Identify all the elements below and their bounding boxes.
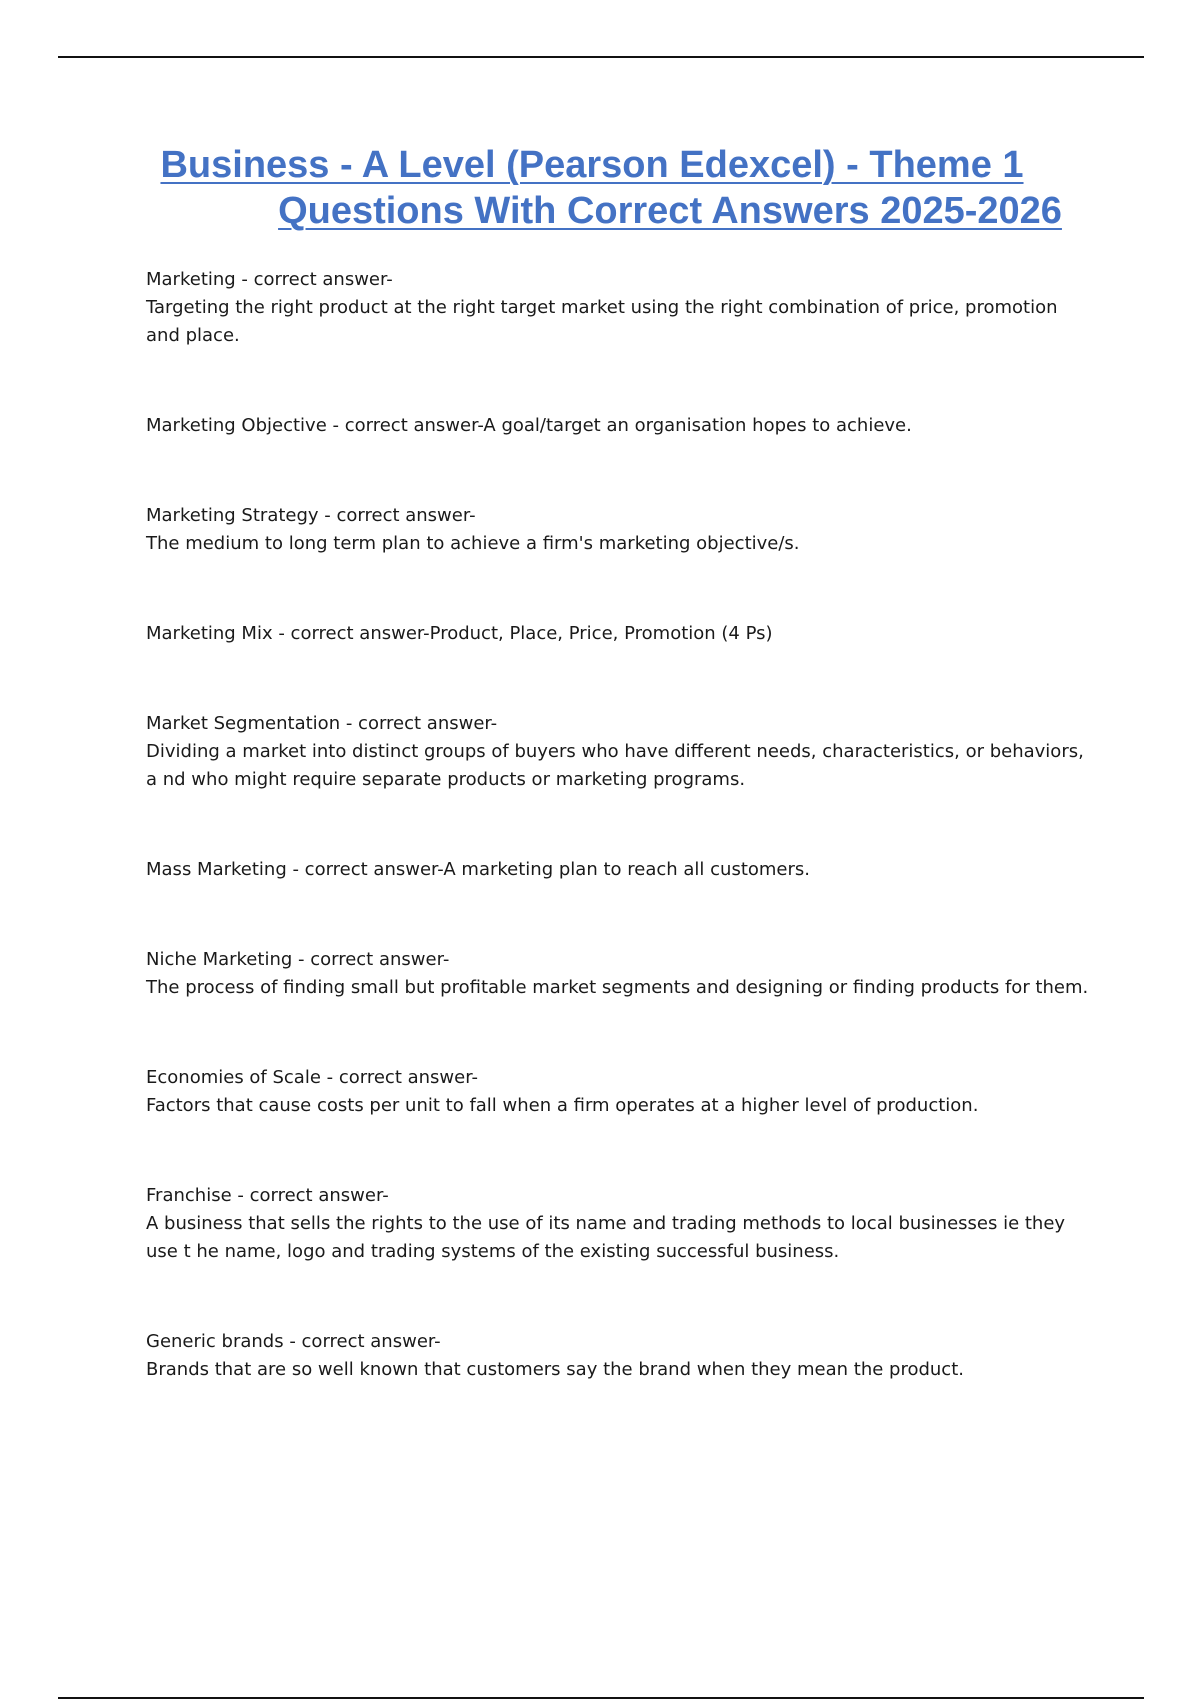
qa-item-franchise [146, 1182, 1096, 1266]
qa-answer: Brands that are so well known that customers say the brand when they mean the product. [146, 1359, 964, 1380]
qa-answer: The medium to long term plan to achieve a firm's marketing objective/s. [146, 533, 800, 554]
qa-question: Marketing Objective - correct answer-A goal/target an organisation hopes to achieve. [146, 415, 912, 436]
qa-item-generic-brands [146, 1328, 1096, 1384]
qa-item-marketing-mix [146, 620, 1096, 648]
title-line-2: Questions With Correct Answers 2025-2026 [278, 190, 1062, 232]
document-title [120, 142, 1100, 234]
top-rule [58, 56, 1144, 58]
qa-item-marketing-objective [146, 412, 1096, 440]
qa-question: Generic brands - correct answer- [146, 1331, 441, 1352]
title-line-1: Business - A Level (Pearson Edexcel) - Theme 1 [160, 144, 1024, 186]
qa-answer: Targeting the right product at the right target market using the right combination of price, promotion and place. [146, 297, 1058, 346]
bottom-rule [58, 1697, 1144, 1699]
qa-question: Mass Marketing - correct answer-A marketing plan to reach all customers. [146, 859, 810, 880]
qa-answer: The process of finding small but profitable market segments and designing or finding products for them. [146, 977, 1089, 998]
qa-list [146, 266, 1096, 1384]
qa-item-mass-marketing [146, 856, 1096, 884]
qa-question: Marketing Strategy - correct answer- [146, 505, 476, 526]
qa-question: Niche Marketing - correct answer- [146, 949, 450, 970]
qa-item-market-segmentation [146, 710, 1096, 794]
qa-question: Market Segmentation - correct answer- [146, 713, 498, 734]
qa-question: Franchise - correct answer- [146, 1185, 389, 1206]
qa-answer: A business that sells the rights to the use of its name and trading methods to local businesses ie they use t he name, logo and trading systems of the existing successful business. [146, 1213, 1066, 1262]
qa-answer: Dividing a market into distinct groups of buyers who have different needs, characteristics, or behaviors, a nd who might require separate products or marketing programs. [146, 741, 1084, 790]
qa-item-economies-of-scale [146, 1064, 1096, 1120]
qa-item-marketing [146, 266, 1096, 350]
qa-item-marketing-strategy [146, 502, 1096, 558]
qa-question: Marketing Mix - correct answer-Product, Place, Price, Promotion (4 Ps) [146, 623, 773, 644]
qa-question: Marketing - correct answer- [146, 269, 393, 290]
qa-answer: Factors that cause costs per unit to fall when a firm operates at a higher level of production. [146, 1095, 979, 1116]
qa-question: Economies of Scale - correct answer- [146, 1067, 478, 1088]
qa-item-niche-marketing [146, 946, 1096, 1002]
